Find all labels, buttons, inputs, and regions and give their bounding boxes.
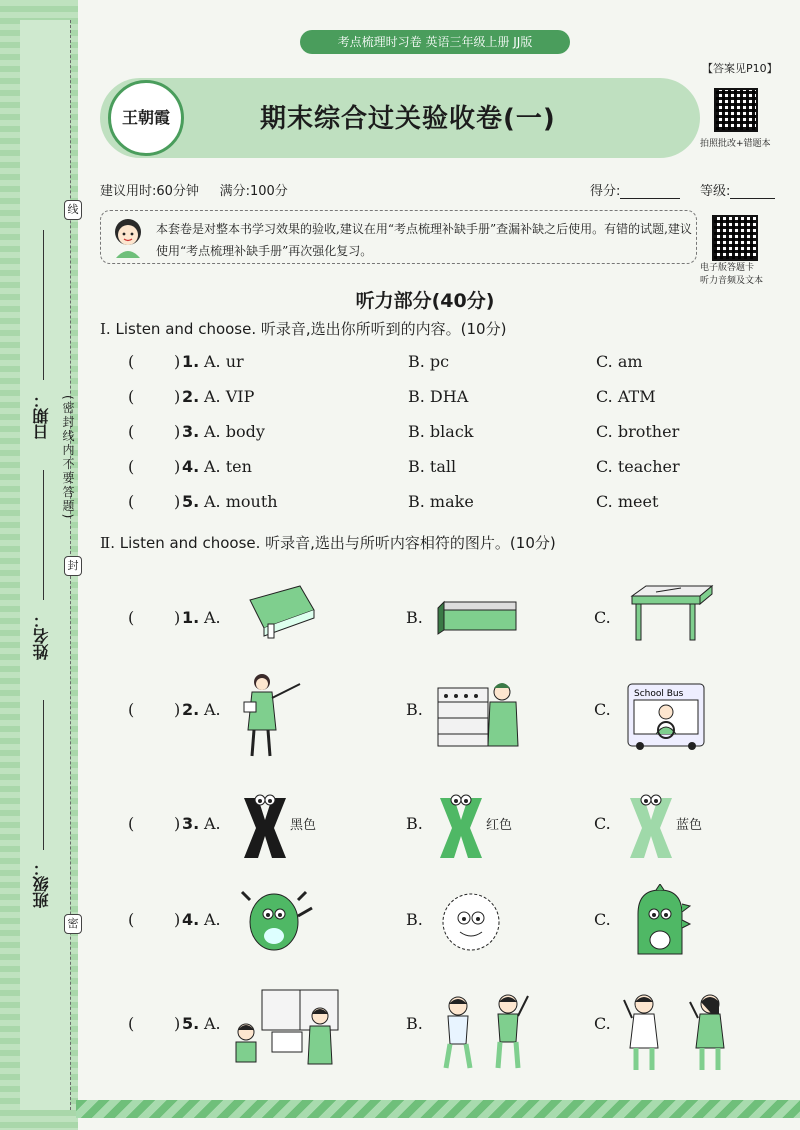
question-number: 1. [182,608,200,627]
option-a[interactable]: A. body [204,422,265,441]
option-c-picture[interactable] [626,680,706,754]
option-b[interactable]: B. pc [408,352,450,371]
option-b-label[interactable]: B. [406,1014,423,1033]
picture-question-row [100,666,750,766]
option-b-label[interactable]: B. [406,608,423,627]
class-field[interactable] [43,700,45,850]
qr-code-audio-icon[interactable] [712,215,758,261]
note-text: 本套卷是对整本书学习效果的验收,建议在用“考点梳理补缺手册”查漏补缺之后使用。有错的试题,建议使用“考点梳理补缺手册”再次强化复习。 [156,222,692,258]
answer-paren-close[interactable]: ) [174,352,181,371]
option-a-picture[interactable] [232,986,342,1070]
answer-paren-close[interactable]: ) [174,422,181,441]
option-c[interactable]: C. ATM [596,387,656,406]
section-title: 听力部分(40分) [355,290,495,312]
bottom-band [76,1100,800,1118]
option-b[interactable]: B. black [408,422,474,441]
answer-paren-close[interactable]: ) [174,457,181,476]
question-number: 5. [182,1014,200,1033]
option-a-picture[interactable] [240,580,320,644]
option-a-picture[interactable] [240,886,320,960]
option-a[interactable]: A. ten [204,457,252,476]
answer-paren-open[interactable]: ( [128,457,135,476]
color-label-c: 蓝色 [676,818,703,833]
answer-paren-open[interactable]: ( [128,814,135,833]
option-a-label[interactable]: A. [204,700,221,719]
qr-caption-top: 拍照批改+错题本 [700,139,771,149]
grade-field[interactable] [730,198,775,199]
option-a-picture[interactable] [240,792,290,866]
option-b-picture[interactable] [434,992,534,1076]
option-c[interactable]: C. am [596,352,643,371]
grade-label: 等级: [700,184,731,199]
option-c-picture[interactable] [626,582,716,646]
bus-sign: School Bus [634,689,684,699]
question-row [100,387,700,417]
answer-paren-close[interactable]: ) [174,492,181,511]
answer-paren-close[interactable]: ) [174,387,181,406]
question-number: 5. [182,492,200,511]
part2-number: Ⅱ. [100,534,115,552]
option-b[interactable]: B. tall [408,457,457,476]
color-label-b: 红色 [486,818,513,833]
question-number: 1. [182,352,200,371]
option-a[interactable]: A. VIP [204,387,255,406]
option-c-label[interactable]: C. [594,814,611,833]
logo-text: 王朝霞 [121,108,170,127]
date-label: 日期： [32,392,51,440]
seal-feng: 封 [64,556,82,576]
answer-paren-open[interactable]: ( [128,492,135,511]
question-row [100,492,700,522]
option-b[interactable]: B. DHA [408,387,469,406]
question-number: 2. [182,700,200,719]
option-b-picture[interactable] [436,888,506,962]
option-a-label[interactable]: A. [204,910,221,929]
answer-paren-open[interactable]: ( [128,352,135,371]
answer-paren-open[interactable]: ( [128,910,135,929]
answer-paren-close[interactable]: ) [174,814,181,833]
option-a-picture[interactable] [240,670,304,764]
answer-paren-open[interactable]: ( [128,608,135,627]
picture-question-row [100,980,750,1080]
answer-paren-open[interactable]: ( [128,700,135,719]
option-c[interactable]: C. meet [596,492,659,511]
qr-code-icon[interactable] [714,88,758,132]
qr-caption-side: 电子版答题卡 听力音频及文本 [700,263,764,286]
class-label: 班级： [32,860,51,908]
option-c[interactable]: C. teacher [596,457,680,476]
option-c[interactable]: C. brother [596,422,680,441]
option-c-picture[interactable] [622,992,732,1076]
option-a[interactable]: A. mouth [204,492,278,511]
meta-row [100,180,780,199]
option-c-label[interactable]: C. [594,608,611,627]
date-field[interactable] [43,230,45,380]
question-number: 4. [182,910,200,929]
suggested-time: 建议用时:60分钟 [100,184,199,199]
picture-question-row [100,876,750,966]
option-a-label[interactable]: A. [204,608,221,627]
option-c-label[interactable]: C. [594,910,611,929]
picture-question-row [100,780,750,870]
name-field[interactable] [43,470,45,600]
part2-heading [100,532,556,553]
seal-note: (密封线内不要答题) [61,395,75,521]
answer-paren-close[interactable]: ) [174,608,181,627]
full-score: 满分:100分 [219,184,288,199]
option-c-label[interactable]: C. [594,700,611,719]
teacher-avatar-icon [108,214,148,258]
option-b-picture[interactable] [436,596,526,640]
answer-paren-close[interactable]: ) [174,910,181,929]
answer-paren-open[interactable]: ( [128,422,135,441]
part2-instruction: Listen and choose. 听录音,选出与所听内容相符的图片。(10分) [119,534,556,552]
answer-ref: 【答案见P10】 [702,62,778,75]
option-c-picture[interactable] [626,884,696,962]
option-b-picture[interactable] [436,792,486,866]
option-c-label[interactable]: C. [594,1014,611,1033]
question-row [100,352,700,382]
brand-logo [108,80,184,156]
picture-question-row [100,574,750,664]
page-title: 期末综合过关验收卷(一) [260,104,556,134]
question-number: 4. [182,457,200,476]
part1-heading [100,318,506,339]
answer-paren-open[interactable]: ( [128,387,135,406]
option-b[interactable]: B. make [408,492,474,511]
question-row [100,457,700,487]
option-a-label[interactable]: A. [204,814,221,833]
score-field[interactable] [620,198,680,199]
series-band: 考点梳理时习卷 英语三年级上册 JJ版 [300,30,570,54]
seal-mi: 密 [64,914,82,934]
answer-paren-open[interactable]: ( [128,1014,135,1033]
question-number: 3. [182,814,200,833]
answer-paren-close[interactable]: ) [174,1014,181,1033]
option-b-picture[interactable] [436,678,526,752]
color-label-a: 黑色 [290,818,317,833]
binding-inner [20,20,70,1110]
answer-paren-close[interactable]: ) [174,700,181,719]
option-a[interactable]: A. ur [204,352,244,371]
option-c-picture[interactable] [626,792,676,866]
score-label: 得分: [590,184,621,199]
question-number: 2. [182,387,200,406]
seal-xian: 线 [64,200,82,220]
name-label: 姓名： [32,612,51,660]
option-b-label[interactable]: B. [406,700,423,719]
question-row [100,422,700,452]
part1-number: Ⅰ. [100,320,111,338]
option-b-label[interactable]: B. [406,910,423,929]
part1-instruction: Listen and choose. 听录音,选出你所听到的内容。(10分) [115,320,507,338]
question-number: 3. [182,422,200,441]
option-a-label[interactable]: A. [204,1014,221,1033]
option-b-label[interactable]: B. [406,814,423,833]
